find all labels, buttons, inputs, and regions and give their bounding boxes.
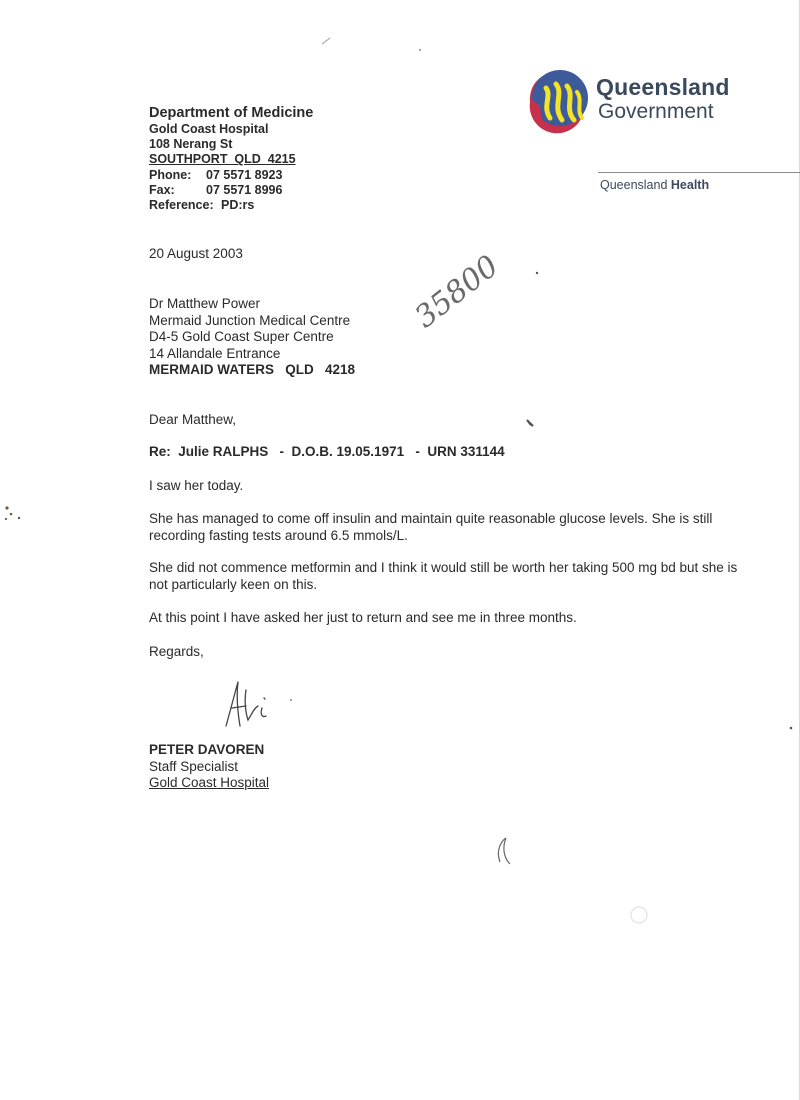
recipient-city: MERMAID WATERS QLD 4218 — [149, 362, 356, 377]
phone-label: Phone: — [149, 167, 192, 182]
signer-title: Staff Specialist — [149, 758, 239, 774]
logo-name-line1: Queensland — [596, 74, 730, 100]
subject-line: Re: Julie RALPHS - D.O.B. 19.05.1971 - URN 331144 — [149, 444, 505, 459]
body-paragraph-3: She did not commence metformin and I think it would still be worth her taking 500 mg bd but she is not particularly keen on this. — [149, 560, 738, 592]
letter-date: 20 August 2003 — [149, 246, 243, 261]
sender-department: Department of Medicine — [149, 105, 314, 121]
sender-city: SOUTHPORT QLD 4215 — [149, 152, 296, 167]
reference-label: Reference: — [149, 198, 214, 213]
sender-hospital: Gold Coast Hospital — [149, 122, 269, 136]
fax-value: 07 5571 8996 — [206, 182, 283, 197]
recipient-line2: D4-5 Gold Coast Super Centre — [149, 329, 334, 344]
body-paragraph-1: I saw her today. — [149, 478, 244, 493]
fax-label: Fax: — [149, 182, 175, 197]
signer-org: Gold Coast Hospital — [149, 775, 270, 790]
logo-name-line2: Government — [598, 100, 714, 123]
recipient-line1: Mermaid Junction Medical Centre — [149, 312, 351, 328]
department-prefix: Queensland — [600, 178, 668, 192]
reference-value: PD:rs — [221, 198, 255, 213]
recipient-name: Dr Matthew Power — [149, 296, 261, 311]
handwritten-number: 35800 — [408, 248, 506, 335]
recipient-line3: 14 Allandale Entrance — [149, 345, 281, 361]
signer-name: PETER DAVOREN — [149, 742, 265, 757]
body-paragraph-4: At this point I have asked her just to return and see me in three months. — [149, 610, 577, 625]
closing: Regards, — [149, 644, 204, 659]
body-paragraph-2: She has managed to come off insulin and maintain quite reasonable glucose levels. She is still recording fasting tests around 6.5 mmols/L. — [149, 511, 713, 543]
salutation: Dear Matthew, — [149, 412, 237, 427]
phone-value: 07 5571 8923 — [206, 167, 283, 182]
sender-street: 108 Nerang St — [149, 137, 233, 152]
department-suffix: Health — [670, 178, 710, 192]
